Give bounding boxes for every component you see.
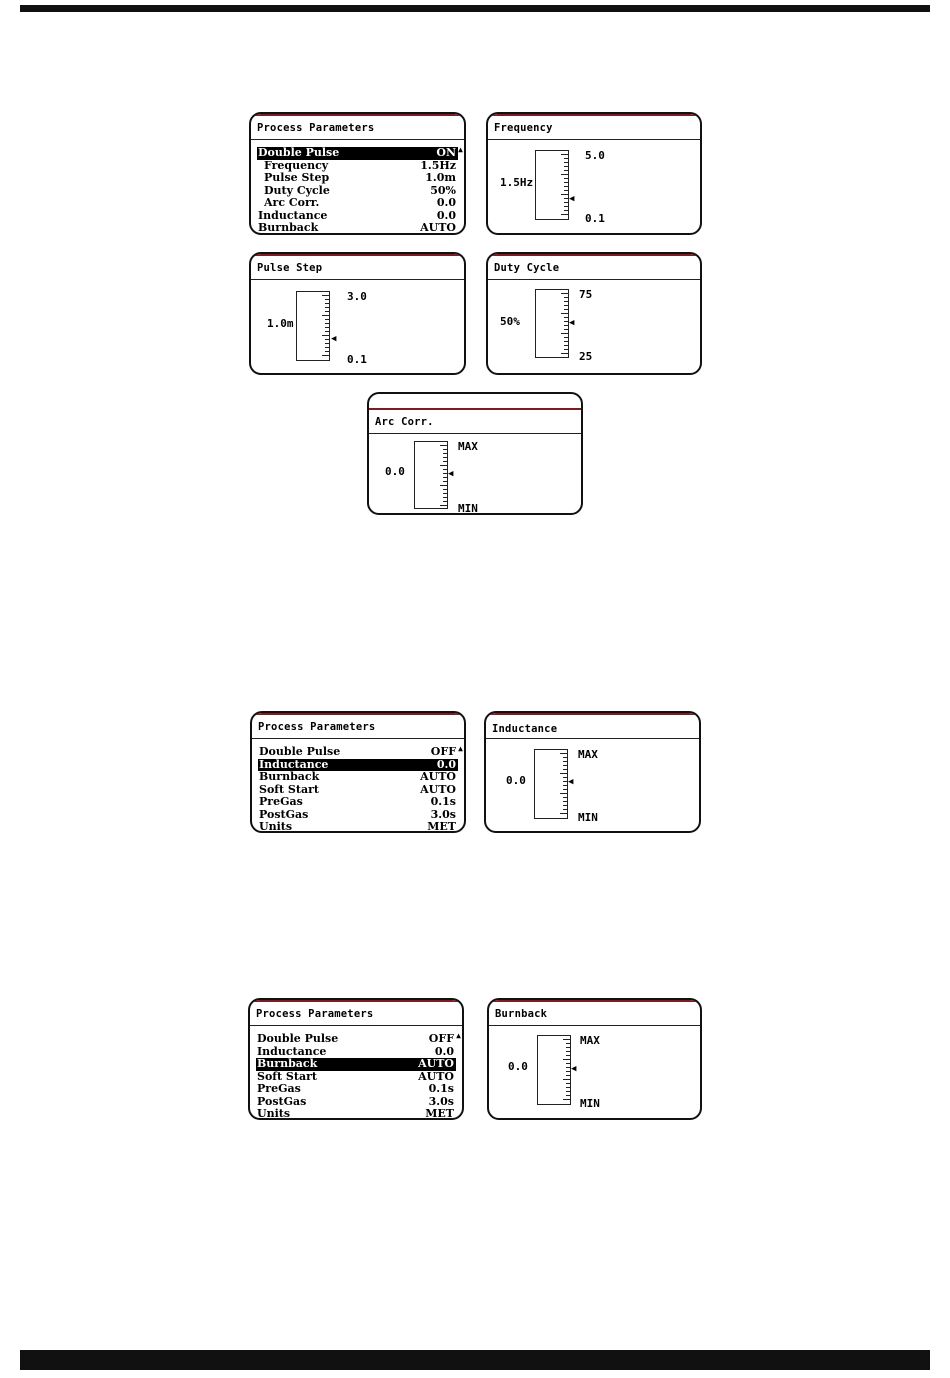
list-item[interactable] (257, 222, 458, 235)
screen-title: Process Parameters (250, 1000, 462, 1026)
process-parameters-screen-1 (249, 112, 466, 235)
scale-tick (563, 1099, 570, 1100)
scale-tick (564, 329, 568, 330)
param-value: AUTO (420, 770, 456, 783)
scale-tick (564, 202, 568, 203)
scale-tick (564, 321, 568, 322)
pointer-icon: ◀ (448, 469, 454, 479)
scale-tick (566, 1043, 570, 1044)
scale-tick (564, 162, 568, 163)
scale-tick (325, 327, 329, 328)
scale-tick (564, 198, 568, 199)
scroll-up-icon: ▲ (456, 1031, 461, 1040)
scale-tick (443, 497, 447, 498)
scale-tick (566, 1091, 570, 1092)
list-item[interactable] (256, 1033, 456, 1046)
scale-tick (561, 194, 568, 195)
current-value: 1.5Hz (500, 176, 534, 189)
scale-tick (563, 1059, 570, 1060)
param-label: Double Pulse (258, 146, 340, 159)
min-label: 25 (579, 350, 593, 363)
param-value: ON (436, 146, 456, 159)
list-item[interactable] (256, 1058, 456, 1071)
scale-tick (440, 445, 447, 446)
scale-tick (440, 505, 447, 506)
scale-tick (564, 297, 568, 298)
scroll-up-icon: ▲ (458, 145, 463, 154)
frequency-screen (486, 112, 702, 235)
scale-tick (322, 355, 329, 356)
scale-tick (566, 1087, 570, 1088)
scale-tick (440, 465, 447, 466)
scale-tick (564, 182, 568, 183)
list-item[interactable] (256, 1108, 456, 1120)
parameter-list (256, 1033, 456, 1120)
param-value: OFF (428, 1032, 454, 1045)
scale-tick (563, 769, 567, 770)
scale-tick (561, 293, 568, 294)
scale-tick (564, 206, 568, 207)
list-item[interactable] (257, 172, 458, 185)
scale-tick (564, 190, 568, 191)
list-item[interactable] (257, 197, 458, 210)
list-item[interactable] (258, 771, 458, 784)
max-label: 3.0 (347, 290, 367, 303)
scale-tick (563, 761, 567, 762)
min-label: MIN (578, 811, 598, 824)
pointer-icon: ◀ (569, 318, 575, 328)
pointer-icon: ◀ (571, 1064, 577, 1074)
param-value: AUTO (420, 782, 456, 796)
scale-tick (443, 489, 447, 490)
list-item[interactable] (258, 821, 458, 833)
param-value: OFF (430, 745, 456, 758)
level-gauge (537, 1035, 571, 1105)
param-value: AUTO (418, 1057, 454, 1070)
level-gauge (535, 289, 569, 358)
param-label: Arc Corr. (264, 196, 320, 209)
screen-title: Arc Corr. (369, 408, 581, 434)
scale-tick (563, 805, 567, 806)
scale-tick (560, 813, 567, 814)
param-value: 0.1s (430, 795, 456, 808)
param-value: 0.0 (434, 1044, 454, 1058)
scale-tick (563, 777, 567, 778)
max-label: MAX (580, 1034, 600, 1047)
param-label: Inductance (258, 208, 328, 222)
param-value: 0.0 (436, 196, 456, 209)
scale-tick (443, 469, 447, 470)
scale-tick (566, 1095, 570, 1096)
param-label: Inductance (257, 1044, 327, 1058)
scale-tick (325, 331, 329, 332)
scale-tick (443, 449, 447, 450)
current-value: 0.0 (506, 774, 526, 787)
screen-title: Frequency (488, 114, 700, 140)
screen-title: Burnback (489, 1000, 700, 1026)
pointer-icon: ◀ (569, 194, 575, 204)
list-item[interactable] (257, 147, 458, 160)
scale-tick (560, 753, 567, 754)
list-item[interactable] (256, 1083, 456, 1096)
scale-tick (560, 793, 567, 794)
scale-tick (325, 323, 329, 324)
scale-tick (443, 473, 447, 474)
scale-tick (564, 349, 568, 350)
arc-corr-screen (367, 392, 583, 515)
param-value: 3.0s (428, 1094, 454, 1108)
list-item[interactable] (258, 746, 458, 759)
current-value: 50% (500, 315, 520, 328)
scale-tick (322, 295, 329, 296)
scale-tick (564, 341, 568, 342)
level-gauge (534, 749, 568, 819)
max-label: MAX (578, 748, 598, 761)
param-label: PostGas (257, 1094, 307, 1108)
scale-tick (561, 154, 568, 155)
level-gauge (535, 150, 569, 220)
param-value: 50% (430, 183, 456, 197)
param-value: MET (425, 1107, 454, 1120)
list-item[interactable] (258, 796, 458, 809)
pointer-icon: ◀ (568, 777, 574, 787)
scale-tick (563, 1079, 570, 1080)
scale-tick (325, 307, 329, 308)
param-label: Pulse Step (264, 171, 330, 184)
scale-tick (325, 347, 329, 348)
scale-tick (322, 335, 329, 336)
scale-tick (443, 501, 447, 502)
burnback-screen (487, 998, 702, 1120)
scale-tick (564, 325, 568, 326)
max-label: 5.0 (585, 149, 605, 162)
scale-tick (563, 789, 567, 790)
scale-tick (561, 333, 568, 334)
param-label: Burnback (257, 1057, 318, 1070)
param-value: 0.0 (436, 208, 456, 222)
scale-tick (564, 345, 568, 346)
screen-title: Duty Cycle (488, 254, 700, 280)
param-label: Double Pulse (257, 1032, 339, 1045)
scale-tick (325, 351, 329, 352)
top-rule (20, 5, 930, 12)
duty-cycle-screen (486, 252, 702, 375)
scale-tick (563, 797, 567, 798)
param-value: 1.0m (425, 171, 456, 184)
pulse-step-screen (249, 252, 466, 375)
min-label: 0.1 (347, 353, 367, 366)
param-label: Units (259, 820, 293, 833)
scale-tick (440, 485, 447, 486)
scale-tick (325, 339, 329, 340)
scale-tick (564, 305, 568, 306)
scale-tick (563, 757, 567, 758)
param-value: AUTO (420, 221, 456, 234)
scale-tick (443, 493, 447, 494)
scale-tick (325, 319, 329, 320)
screen-title: Process Parameters (251, 114, 464, 140)
scale-tick (443, 477, 447, 478)
scale-tick (563, 1039, 570, 1040)
scale-tick (564, 301, 568, 302)
screen-title: Pulse Step (251, 254, 464, 280)
min-label: 0.1 (585, 212, 605, 225)
pointer-icon: ◀ (331, 334, 337, 344)
scale-tick (566, 1055, 570, 1056)
current-value: 1.0m (267, 317, 294, 330)
scale-tick (564, 186, 568, 187)
parameter-list (257, 147, 458, 235)
param-label: Soft Start (259, 782, 319, 796)
param-label: Soft Start (257, 1069, 317, 1083)
scale-tick (566, 1071, 570, 1072)
param-label: PreGas (259, 795, 303, 808)
scale-tick (566, 1067, 570, 1068)
scale-tick (443, 461, 447, 462)
scale-tick (564, 317, 568, 318)
scale-tick (322, 315, 329, 316)
param-value: 1.5Hz (420, 158, 456, 172)
current-value: 0.0 (508, 1060, 528, 1073)
min-label: MIN (458, 502, 478, 515)
scale-tick (443, 453, 447, 454)
param-value: AUTO (418, 1069, 454, 1083)
scale-tick (563, 785, 567, 786)
param-value: 0.0 (436, 757, 456, 771)
screen-title: Inductance (486, 713, 699, 739)
scale-tick (563, 809, 567, 810)
scale-tick (443, 457, 447, 458)
scale-tick (566, 1047, 570, 1048)
scale-tick (564, 158, 568, 159)
scale-tick (564, 170, 568, 171)
scale-tick (564, 178, 568, 179)
param-value: MET (427, 820, 456, 833)
scale-tick (566, 1063, 570, 1064)
scale-tick (564, 309, 568, 310)
param-label: Double Pulse (259, 745, 341, 758)
scale-tick (563, 781, 567, 782)
process-parameters-screen-3 (248, 998, 464, 1120)
param-label: Inductance (259, 757, 329, 771)
scale-tick (566, 1083, 570, 1084)
param-label: Burnback (258, 221, 319, 234)
parameter-list (258, 746, 458, 833)
bottom-rule (20, 1350, 930, 1370)
level-gauge (296, 291, 330, 361)
param-label: Frequency (264, 158, 329, 172)
scale-tick (561, 313, 568, 314)
scale-tick (560, 773, 567, 774)
param-label: Duty Cycle (264, 183, 330, 197)
param-value: 0.1s (428, 1082, 454, 1095)
scale-tick (564, 210, 568, 211)
scale-tick (443, 481, 447, 482)
scale-tick (561, 214, 568, 215)
scale-tick (564, 166, 568, 167)
param-label: Units (257, 1107, 291, 1120)
inductance-screen (484, 711, 701, 833)
param-label: PostGas (259, 807, 309, 821)
current-value: 0.0 (385, 465, 405, 478)
param-label: PreGas (257, 1082, 301, 1095)
scale-tick (563, 801, 567, 802)
scale-tick (561, 174, 568, 175)
screen-title: Process Parameters (252, 713, 464, 739)
param-label: Burnback (259, 770, 320, 783)
scale-tick (561, 353, 568, 354)
scale-tick (566, 1051, 570, 1052)
param-value: 3.0s (430, 807, 456, 821)
scale-tick (325, 303, 329, 304)
scale-tick (564, 337, 568, 338)
scale-tick (563, 765, 567, 766)
scale-tick (325, 299, 329, 300)
scale-tick (325, 311, 329, 312)
max-label: MAX (458, 440, 478, 453)
level-gauge (414, 441, 448, 509)
min-label: MIN (580, 1097, 600, 1110)
scale-tick (566, 1075, 570, 1076)
scale-tick (325, 343, 329, 344)
process-parameters-screen-2 (250, 711, 466, 833)
max-label: 75 (579, 288, 593, 301)
scroll-up-icon: ▲ (458, 744, 463, 753)
